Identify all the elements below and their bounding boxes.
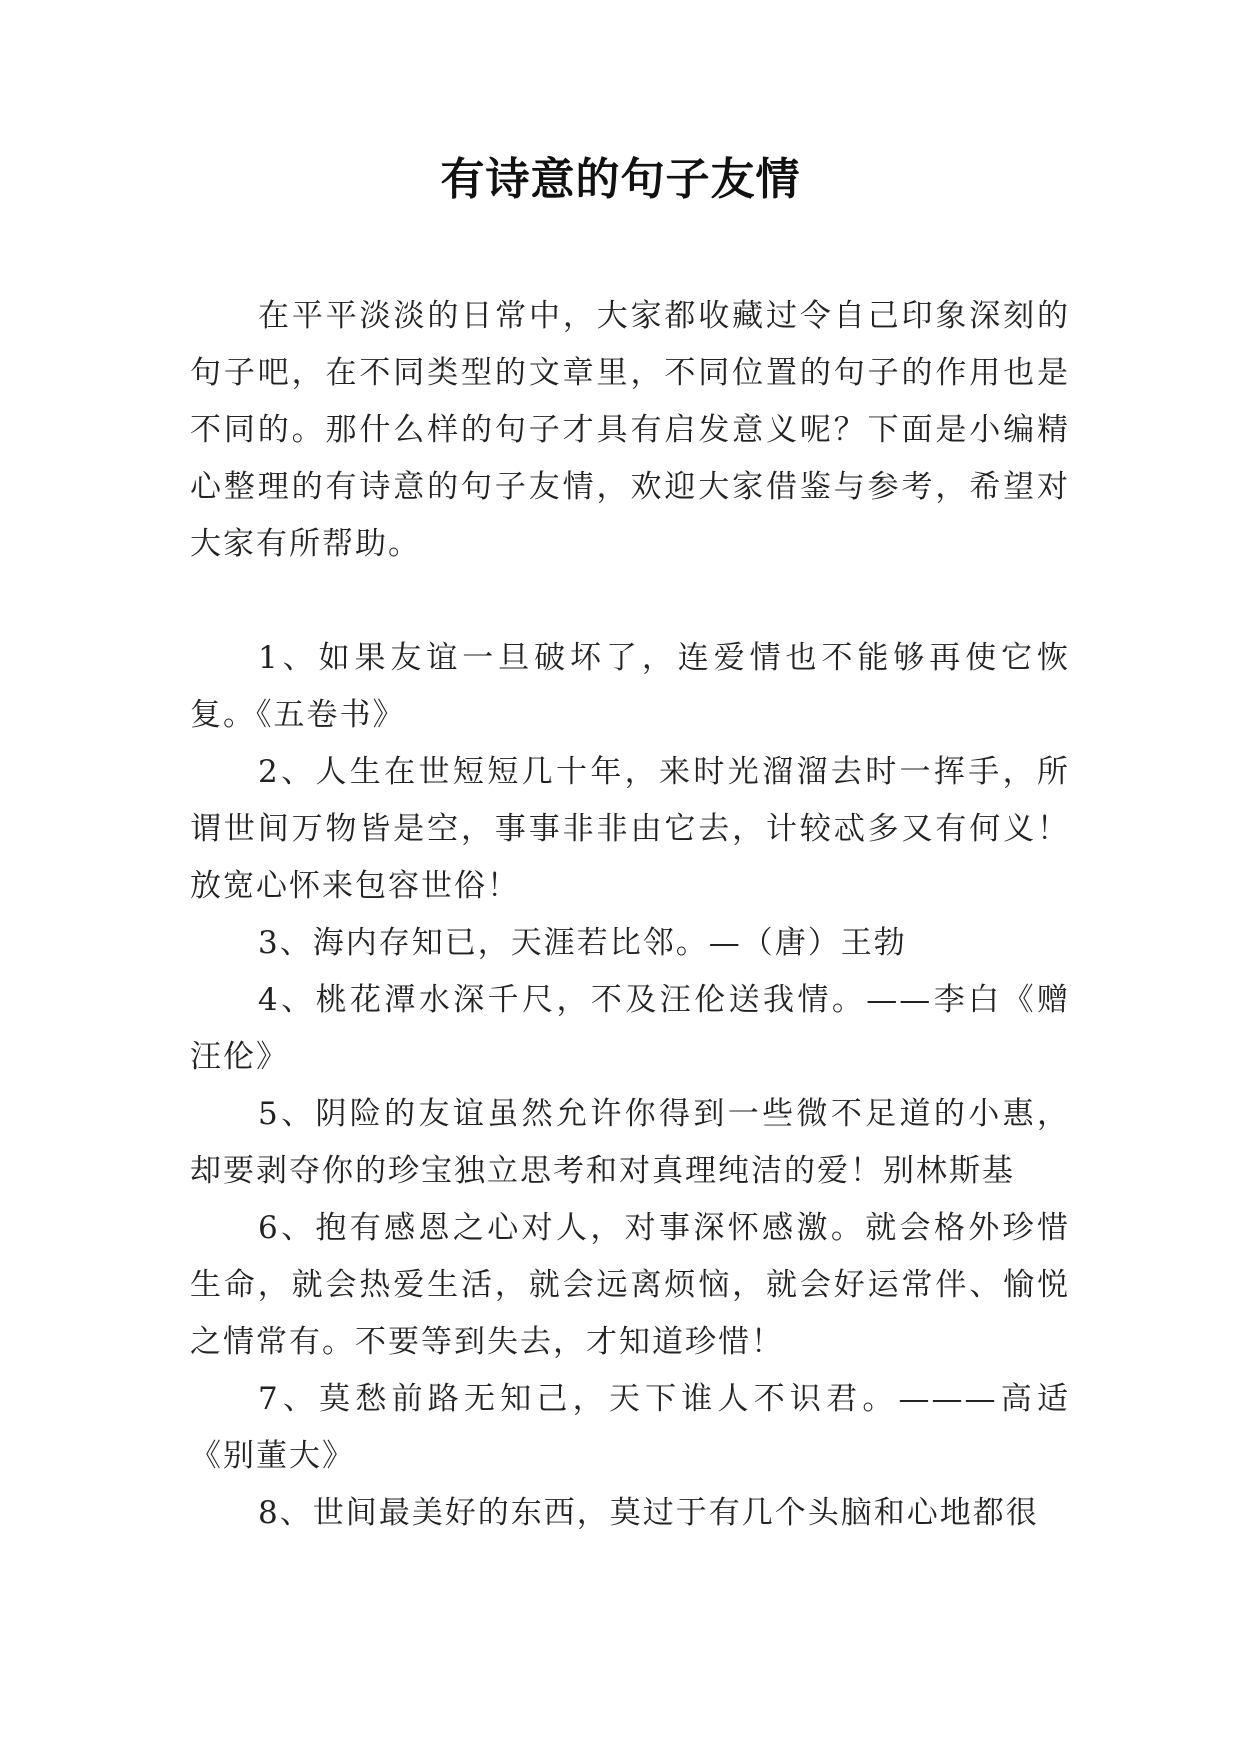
list-item: 3、海内存知已，天涯若比邻。—（唐）王勃 xyxy=(258,925,907,961)
list-item: 2、人生在世短短几十年，来时光溜溜去时一挥手，所谓世间万物皆是空，事事非非由它去，计较忒多又有何义！放宽心怀来包容世俗！ xyxy=(190,754,1070,904)
list-item: 6、抱有感恩之心对人，对事深怀感激。就会格外珍惜生命，就会热爱生活，就会远离烦恼，就会好运常伴、愉悦之情常有。不要等到失去，才知道珍惜！ xyxy=(190,1210,1070,1360)
document-body xyxy=(190,288,1070,1542)
intro-paragraph: 在平平淡淡的日常中，大家都收藏过令自己印象深刻的句子吧，在不同类型的文章里，不同位置的句子的作用也是不同的。那什么样的句子才具有启发意义呢？下面是小编精心整理的有诗意的句子友情，欢迎大家借鉴与参考，希望对大家有所帮助。 xyxy=(190,298,1070,562)
list-item: 5、阴险的友谊虽然允许你得到一些微不足道的小惠，却要剥夺你的珍宝独立思考和对真理纯洁的爱！别林斯基 xyxy=(190,1096,1070,1189)
list-item: 8、世间最美好的东西，莫过于有几个头脑和心地都很 xyxy=(258,1495,1039,1531)
page-title: 有诗意的句子友情 xyxy=(440,154,801,205)
list-item: 4、桃花潭水深千尺，不及汪伦送我情。——李白《赠汪伦》 xyxy=(190,982,1070,1075)
list-item: 7、莫愁前路无知己，天下谁人不识君。———高适《别董大》 xyxy=(190,1381,1070,1474)
list-item: 1、如果友谊一旦破坏了，连爱情也不能够再使它恢复。《五卷书》 xyxy=(190,640,1070,733)
